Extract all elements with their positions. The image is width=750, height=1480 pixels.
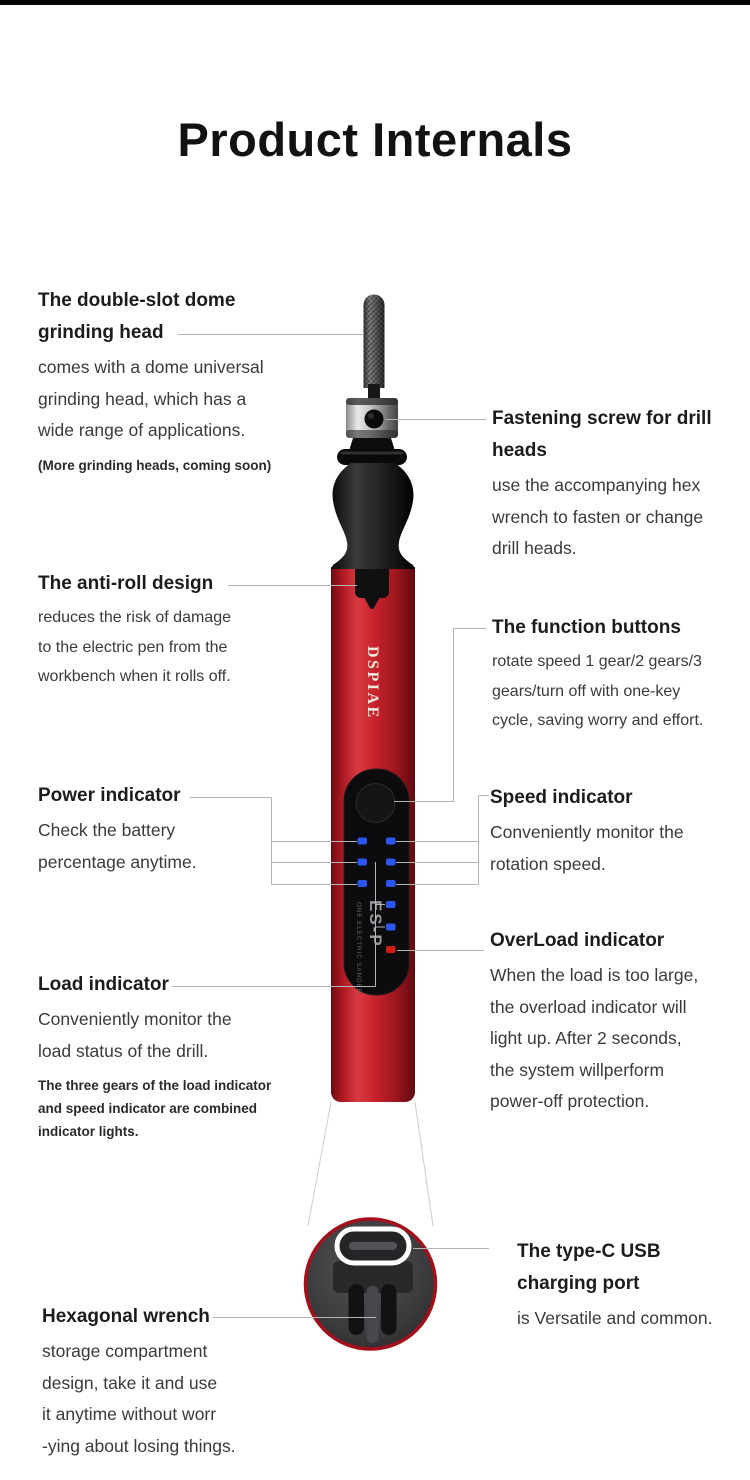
- callout-title: [38, 969, 271, 1001]
- callout-title-line: Load indicator: [38, 974, 169, 995]
- grip-ring-highlight: [341, 452, 403, 455]
- callout-body-line: to the electric pen from the: [38, 638, 228, 656]
- fastening-screw-hole: [365, 410, 384, 429]
- callout-body-line: light up. After 2 seconds,: [490, 1028, 682, 1048]
- callout-note: [38, 1074, 271, 1143]
- page-title: Product Internals: [177, 113, 573, 166]
- callout-body-line: it anytime without worr: [42, 1404, 217, 1424]
- callout-body-line: workbench when it rolls off.: [38, 668, 231, 685]
- callout-note: [38, 454, 271, 477]
- brand-text: DSPIAE: [364, 646, 381, 720]
- overload-led: [386, 946, 396, 953]
- callout-body-line: the system willperform: [490, 1059, 665, 1080]
- callout-body-line: rotation speed.: [490, 853, 606, 874]
- callout-body-line: gears/turn off with one-key: [492, 682, 681, 700]
- load-led-1: [386, 901, 396, 908]
- callout-title-line: The type-C USB: [517, 1241, 661, 1262]
- callout-speed-indicator: [490, 782, 684, 880]
- callout-function-buttons: [492, 612, 703, 736]
- speed-led-3: [386, 880, 396, 887]
- callout-hexagonal-wrench: [42, 1301, 236, 1462]
- callout-title: [38, 285, 271, 349]
- callout-body-line: is Versatile and common.: [517, 1308, 713, 1328]
- callout-body-line: storage compartment: [42, 1341, 208, 1361]
- power-led-1: [358, 838, 368, 845]
- callout-note-line: and speed indicator are combined: [38, 1101, 258, 1116]
- fastening-screw-highlight: [368, 413, 374, 419]
- callout-body-line: cycle, saving worry and effort.: [492, 712, 704, 729]
- callout-title: [38, 568, 231, 600]
- callout-power-indicator: [38, 780, 197, 878]
- hex-wrench-tool[interactable]: [367, 1286, 379, 1343]
- callout-fastening-screw: [492, 403, 712, 565]
- panel-sublabel-text: ONE ELECTRIC SANDER: [355, 902, 362, 995]
- callout-title: [517, 1236, 713, 1300]
- callout-anti-roll: [38, 568, 231, 692]
- callout-title-line: charging port: [517, 1273, 640, 1294]
- callout-title: [38, 780, 197, 812]
- callout-body-line: grinding head, which has a: [38, 388, 247, 409]
- speed-led-2: [386, 859, 396, 866]
- callout-body-line: Conveniently monitor the: [38, 1009, 232, 1029]
- callout-body-line: comes with a dome universal: [38, 357, 264, 377]
- callout-title-line: Speed indicator: [490, 787, 633, 808]
- function-button[interactable]: [356, 784, 395, 823]
- power-led-3: [358, 880, 368, 887]
- callout-body-line: use the accompanying hex: [492, 475, 701, 495]
- collet-top-band: [346, 398, 398, 405]
- typec-port-slot: [349, 1242, 397, 1250]
- callout-title-line: Fastening screw for drill: [492, 408, 712, 429]
- callout-title-line: heads: [492, 440, 547, 461]
- callout-body-line: percentage anytime.: [38, 851, 197, 872]
- magnifier-cone-right: [415, 1102, 433, 1226]
- callout-body-line: wrench to fasten or change: [492, 506, 704, 527]
- callout-body-line: design, take it and use: [42, 1372, 218, 1393]
- callout-title: [490, 925, 698, 957]
- callout-body: [42, 1336, 236, 1462]
- callout-body: [38, 1004, 271, 1067]
- callout-title-line: OverLoad indicator: [490, 930, 665, 951]
- magnifier-cone-left: [308, 1102, 331, 1226]
- speed-led-1: [386, 838, 396, 845]
- callout-body: [490, 817, 684, 880]
- callout-body-line: rotate speed 1 gear/2 gears/3: [492, 653, 702, 670]
- callout-title-line: Power indicator: [38, 785, 181, 806]
- collet-bottom-band: [346, 430, 398, 438]
- callout-overload-indicator: [490, 925, 698, 1118]
- callout-type-c-port: [517, 1236, 713, 1335]
- callout-body: [517, 1303, 713, 1335]
- callout-body: [38, 815, 197, 878]
- callout-note-line: (More grinding heads, coming soon): [38, 457, 272, 473]
- callout-body-line: drill heads.: [492, 538, 577, 558]
- grip-ring: [337, 449, 407, 465]
- power-led-2: [358, 859, 368, 866]
- grip: [331, 463, 415, 569]
- callout-body: [492, 647, 703, 736]
- callout-title-line: The double-slot dome: [38, 290, 236, 311]
- callout-title-line: The function buttons: [492, 617, 681, 638]
- callout-body: [38, 603, 231, 692]
- callout-title-line: The anti-roll design: [38, 573, 214, 594]
- callout-body-line: -ying about losing things.: [42, 1435, 236, 1456]
- callout-title: [492, 403, 712, 467]
- callout-body: [490, 960, 698, 1118]
- callout-title-line: grinding head: [38, 322, 164, 343]
- callout-title: [492, 612, 703, 644]
- magnifier-callout: [306, 1102, 436, 1349]
- panel-model-text: ES-P: [366, 900, 385, 948]
- drill-bit-knurl-texture: [364, 295, 385, 389]
- callout-title: [42, 1301, 236, 1333]
- callout-body: [38, 352, 271, 447]
- callout-body-line: wide range of applications.: [38, 420, 246, 440]
- callout-body-line: reduces the risk of damage: [38, 609, 231, 626]
- callout-body-line: load status of the drill.: [38, 1040, 209, 1061]
- callout-body-line: power-off protection.: [490, 1091, 650, 1111]
- callout-note-line: The three gears of the load indicator: [38, 1078, 272, 1093]
- callout-load-indicator: [38, 969, 271, 1143]
- load-led-2: [386, 924, 396, 931]
- callout-title: [490, 782, 684, 814]
- callout-body-line: When the load is too large,: [490, 965, 699, 985]
- callout-body-line: the overload indicator will: [490, 996, 687, 1017]
- callout-note-line: indicator lights.: [38, 1124, 139, 1139]
- wrench-slot-left: [349, 1284, 365, 1335]
- callout-body: [492, 470, 712, 565]
- connector-lines: [172, 335, 489, 1318]
- callout-grinding-head: [38, 285, 271, 477]
- callout-title-line: Hexagonal wrench: [42, 1306, 210, 1327]
- wrench-slot-right: [381, 1284, 397, 1335]
- callout-body-line: Check the battery: [38, 820, 176, 840]
- electric-pen: [331, 295, 415, 1103]
- callout-body-line: Conveniently monitor the: [490, 822, 684, 842]
